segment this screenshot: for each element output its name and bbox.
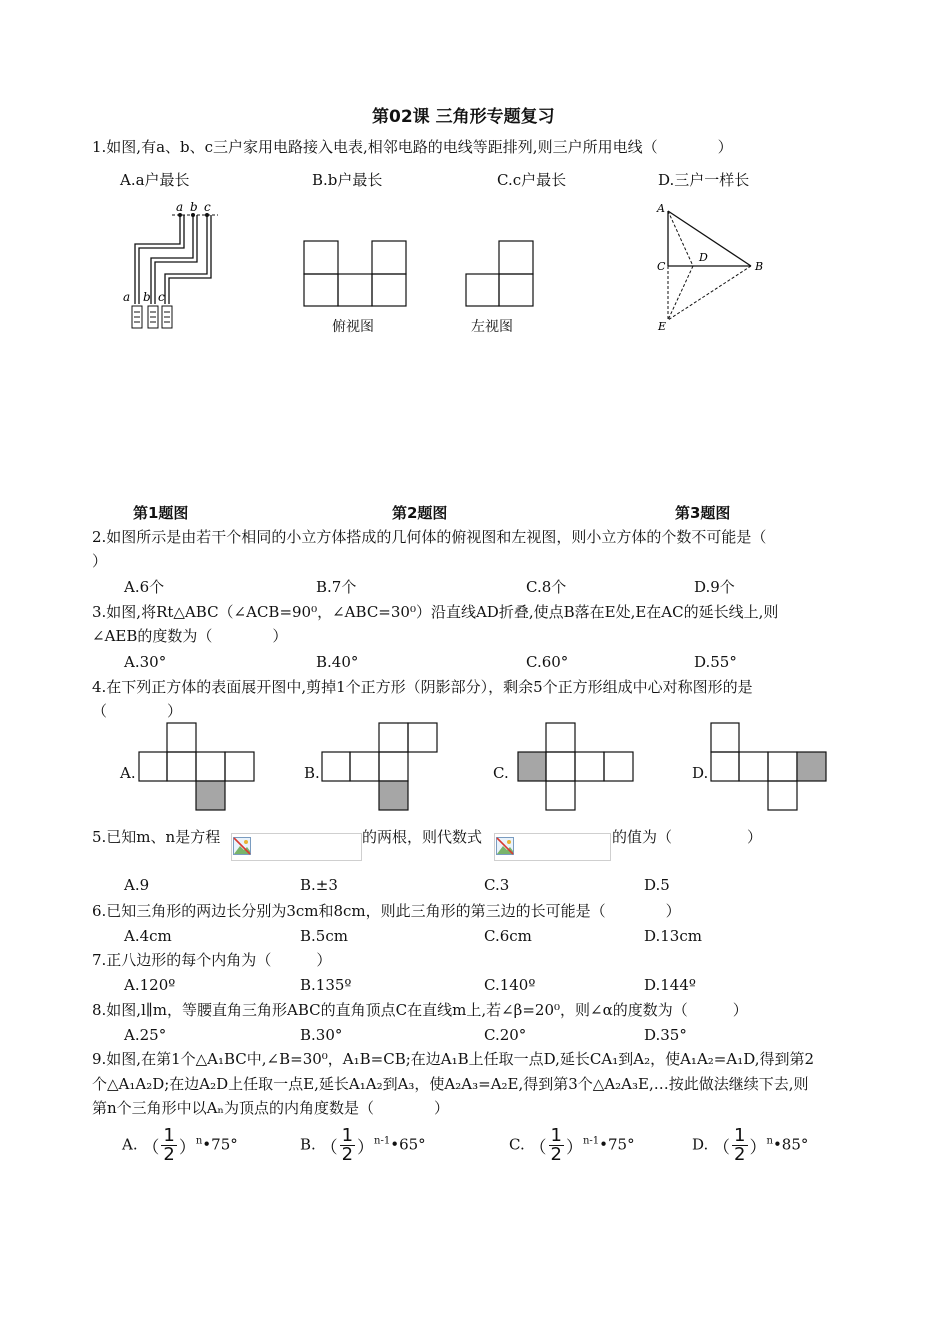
caption-fig2: 第2题图 <box>392 504 448 522</box>
caption-fig1: 第1题图 <box>133 504 189 522</box>
q7-option-c: C.140º <box>484 976 536 994</box>
q3-option-a: A.30° <box>124 653 167 671</box>
q7-option-a: A.120º <box>124 976 176 994</box>
q8-option-b: B.30° <box>300 1026 343 1044</box>
q2-option-a: A.6个 <box>124 578 165 596</box>
q6-option-d: D.13cm <box>644 927 702 945</box>
top-view-figure <box>303 240 409 308</box>
q4-net-a <box>138 722 256 812</box>
q3-stem-line2: ∠AEB的度数为（ ） <box>92 627 288 645</box>
q5-option-c: C.3 <box>484 876 510 894</box>
q1-option-b: B.b户最长 <box>312 171 383 189</box>
q4-stem-line2: （ ） <box>92 702 183 720</box>
q6-stem: 6.已知三角形的两边长分别为3cm和8cm，则此三角形的第三边的长可能是（ ） <box>92 902 681 920</box>
q4-net-b <box>321 722 439 812</box>
q5-option-a: A.9 <box>124 876 150 894</box>
q2-option-b: B.7个 <box>316 578 357 596</box>
q9-stem-line2: 个△A₁A₂D;在边A₂D上任取一点E,延长A₁A₂到A₃，使A₂A₃=A₂E,得到第3个△A₂A₃E,…按此做法继续下去,则 <box>92 1075 809 1093</box>
q4-stem-line1: 4.在下列正方体的表面展开图中,剪掉1个正方形（阴影部分），剩余5个正方形组成中心对称图形的是 <box>92 678 753 696</box>
q8-option-d: D.35° <box>644 1026 687 1044</box>
q2-option-d: D.9个 <box>694 578 735 596</box>
q5-option-b: B.±3 <box>300 876 338 894</box>
page-title: 第02课 三角形专题复习 <box>372 107 555 127</box>
q9-stem-line1: 9.如图,在第1个△A₁BC中,∠B=30⁰，A₁B=CB;在边A₁B上任取一点D,延长CA₁到A₂，使A₁A₂=A₁D,得到第2 <box>92 1050 815 1068</box>
q3-option-c: C.60° <box>526 653 569 671</box>
q9-option-c-letter: C. <box>509 1135 525 1154</box>
q9-option-d-fraction: $\frac{1}{2}$ <box>734 1125 746 1165</box>
q7-stem: 7.正八边形的每个内角为（ ） <box>92 951 332 969</box>
point-label-a: A <box>657 202 665 215</box>
q8-stem: 8.如图,l∥m，等腰直角三角形ABC的直角顶点C在直线m上,若∠β=20⁰，则∠α的度数为（ ） <box>92 1001 748 1019</box>
left-view-figure <box>465 240 537 308</box>
top-view-label: 俯视图 <box>332 319 374 335</box>
q8-option-a: A.25° <box>124 1026 167 1044</box>
q1-option-d: D.三户一样长 <box>658 171 750 189</box>
q8-option-c: C.20° <box>484 1026 527 1044</box>
triangle-figure <box>655 198 775 333</box>
q9-option-c-fraction: $\frac{1}{2}$ <box>550 1125 562 1165</box>
q5-equation-image <box>231 833 362 861</box>
q2-stem-line2: ） <box>92 552 108 570</box>
q4-option-b: B. <box>304 764 320 782</box>
q9-stem-line3: 第n个三角形中以Aₙ为顶点的内角度数是（ ） <box>92 1099 449 1117</box>
wire-bottom-label-b: b <box>143 290 151 304</box>
q2-stem-line1: 2.如图所示是由若干个相同的小立方体搭成的几何体的俯视图和左视图，则小立方体的个数不可能是（ <box>92 528 767 546</box>
broken-image-icon <box>233 837 251 855</box>
point-label-e: E <box>658 320 667 333</box>
q3-option-d: D.55° <box>694 653 737 671</box>
q7-option-d: D.144º <box>644 976 696 994</box>
caption-fig3: 第3题图 <box>675 504 731 522</box>
q1-option-c: C.c户最长 <box>497 171 567 189</box>
q5-stem-c: 的值为（ ） <box>612 828 763 846</box>
q9-option-b-letter: B. <box>300 1135 316 1154</box>
q4-option-a: A. <box>120 764 136 782</box>
q5-stem-b: 的两根，则代数式 <box>362 828 483 846</box>
q4-option-c: C. <box>493 764 509 782</box>
q9-option-c: C. （ $\frac{1}{2}$ ）$^{n-1}$•75° <box>509 1125 635 1165</box>
q6-option-b: B.5cm <box>300 927 348 945</box>
point-label-b: B <box>755 260 764 273</box>
point-label-d: D <box>699 251 708 264</box>
q7-option-b: B.135º <box>300 976 352 994</box>
q4-net-d <box>710 722 828 812</box>
q9-option-a-fraction: $\frac{1}{2}$ <box>163 1125 175 1165</box>
q3-stem-line1: 3.如图,将Rt△ABC（∠ACB=90⁰，∠ABC=30⁰）沿直线AD折叠,使点B落在E处,E在AC的延长线上,则 <box>92 603 779 621</box>
q1-stem: 1.如图,有a、b、c三户家用电路接入电表,相邻电路的电线等距排列,则三户所用电线（ ） <box>92 138 733 156</box>
wire-bottom-label-c: c <box>158 290 165 304</box>
q5-stem-a: 5.已知m、n是方程 <box>92 828 221 846</box>
wiring-figure <box>118 196 228 336</box>
q2-option-c: C.8个 <box>526 578 567 596</box>
q4-option-d: D. <box>692 764 709 782</box>
q5-option-d: D.5 <box>644 876 670 894</box>
q9-option-b: B. （ $\frac{1}{2}$ ）$^{n-1}$•65° <box>300 1125 426 1165</box>
q3-option-b: B.40° <box>316 653 359 671</box>
q9-option-d: D. （ $\frac{1}{2}$ ）$^n$•85° <box>692 1125 809 1165</box>
q6-option-a: A.4cm <box>124 927 172 945</box>
q9-option-b-fraction: $\frac{1}{2}$ <box>341 1125 354 1165</box>
q5-expression-image <box>494 833 611 861</box>
q4-net-c <box>517 722 635 812</box>
wire-top-label-c: c <box>204 200 211 214</box>
wire-top-label-b: b <box>190 200 198 214</box>
q9-option-a: A. （ $\frac{1}{2}$ ）$^n$•75° <box>122 1125 238 1165</box>
q9-option-a-letter: A. <box>122 1135 138 1154</box>
wire-bottom-label-a: a <box>123 290 131 304</box>
point-label-c: C <box>657 260 666 273</box>
left-view-label: 左视图 <box>471 319 513 335</box>
q6-option-c: C.6cm <box>484 927 532 945</box>
q1-option-a: A.a户最长 <box>120 171 190 189</box>
wire-top-label-a: a <box>176 200 184 214</box>
q9-option-d-letter: D. <box>692 1135 709 1154</box>
broken-image-icon <box>496 837 514 855</box>
